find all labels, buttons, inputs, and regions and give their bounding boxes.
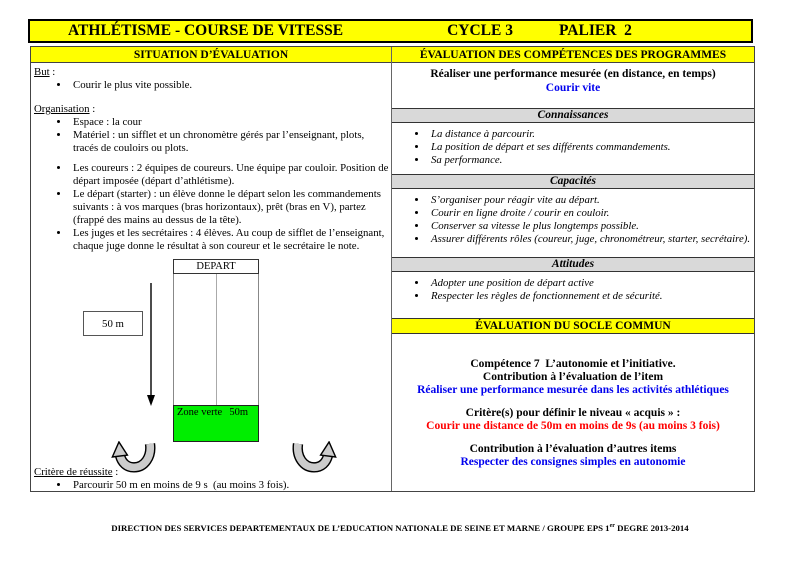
connaissances-list: [392, 128, 754, 167]
footer: [0, 523, 800, 533]
socle-group-competence: [392, 358, 754, 397]
but-label: But: [34, 66, 50, 78]
footer-superscript: er: [609, 523, 615, 530]
main-table: [30, 46, 755, 492]
list-item: • Matériel : un sifflet et un chronomètre gérés par l’enseignant, plots, tracés de couloirs ou plots.: [70, 129, 389, 155]
critere-red-line: Courir une distance de 50m en moins de 9s (au moins 3 fois): [426, 420, 720, 432]
distance-box: 50 m: [83, 311, 143, 336]
title-bar: [28, 19, 753, 43]
footer-text-end: DEGRE 2013-2014: [614, 523, 689, 533]
but-heading: [34, 66, 389, 79]
zone-label: Zone verte: [177, 407, 223, 418]
attitudes-list: [392, 277, 754, 303]
section-header-attitudes: Attitudes: [392, 257, 754, 272]
socle-commun-body: [392, 334, 754, 469]
lane-divider: [216, 274, 217, 405]
track-diagram: [173, 259, 259, 442]
socle-commun-header: ÉVALUATION DU SOCLE COMMUN: [392, 318, 754, 334]
list-item: • Les coureurs : 2 équipes de coureurs. Une équipe par couloir. Position de départ imposée (départ d’athlétisme).: [70, 162, 389, 188]
socle-group-autres: [392, 443, 754, 469]
section-header-capacites: Capacités: [392, 174, 754, 189]
cycle-label: CYCLE 3: [447, 22, 513, 39]
organisation-label: Organisation: [34, 103, 90, 115]
critere-label: Critère de réussite: [34, 466, 113, 478]
page-title: ATHLÉTISME - COURSE DE VITESSE: [68, 22, 344, 39]
down-arrow-icon: [144, 283, 158, 407]
intro-line-blue: Courir vite: [545, 82, 601, 94]
critere-block: [34, 466, 384, 492]
situation-column: [31, 47, 392, 491]
palier-label: PALIER 2: [558, 22, 632, 39]
footer-text: DIRECTION DES SERVICES DEPARTEMENTAUX DE L’EDUCATION NATIONALE DE SEINE ET MARNE / GROUPE EPS 1: [111, 523, 610, 533]
organisation-colon: :: [89, 103, 96, 115]
socle-group-critere: [392, 407, 754, 433]
list-item: • Conserver sa vitesse le plus longtemps possible.: [428, 220, 754, 233]
left-column-header: SITUATION D’ÉVALUATION: [31, 47, 391, 63]
list-item: • La position de départ et ses différents commandements.: [428, 141, 754, 154]
competence-line: Compétence 7 L’autonomie et l’initiative.: [470, 358, 676, 370]
critere-colon: :: [112, 466, 119, 478]
zone-distance: 50m: [229, 407, 248, 418]
critere-niveau-line: Critère(s) pour définir le niveau « acquis » :: [465, 407, 681, 419]
list-item: • Parcourir 50 m en moins de 9 s (au moins 3 fois).: [70, 479, 384, 492]
list-item: • Respecter les règles de fonctionnement et de sécurité.: [428, 290, 754, 303]
organisation-list: [34, 116, 389, 253]
but-list: [34, 79, 389, 92]
list-item: • Adopter une position de départ active: [428, 277, 754, 290]
list-item: • Courir en ligne droite / courir en couloir.: [428, 207, 754, 220]
contribution-other-line: Contribution à l’évaluation d’autres items: [469, 443, 677, 455]
critere-list: [34, 479, 384, 492]
list-item: • Courir le plus vite possible.: [70, 79, 389, 92]
right-column-header: ÉVALUATION DES COMPÉTENCES DES PROGRAMMES: [392, 47, 754, 63]
section-header-connaissances: Connaissances: [392, 108, 754, 123]
list-item: • La distance à parcourir.: [428, 128, 754, 141]
programme-intro: [392, 63, 754, 95]
green-zone: [173, 405, 259, 442]
list-item: • Sa performance.: [428, 154, 754, 167]
list-item: • Le départ (starter) : un élève donne le départ selon les commandements suivants : à vos marques (bras horizontaux), prêt (bras en V), partez (frappé des mains au dessus de la tête).: [70, 188, 389, 227]
list-item: • Les juges et les secrétaires : 4 élèves. Au coup de sifflet de l’enseignant, chaque juge donne le résultat à son coureur et le secrétaire le note.: [70, 227, 389, 253]
capacites-list: [392, 194, 754, 246]
organisation-heading: [34, 103, 389, 116]
track-lanes: [173, 274, 259, 405]
depart-box: DEPART: [173, 259, 259, 274]
intro-line: Réaliser une performance mesurée (en distance, en temps): [430, 68, 716, 80]
list-item: • S’organiser pour réagir vite au départ.: [428, 194, 754, 207]
left-column-body: [31, 63, 391, 253]
evaluation-column: [392, 47, 754, 491]
item-blue-line: Réaliser une performance mesurée dans les activités athlétiques: [417, 384, 729, 396]
contribution-item-line: Contribution à l’évaluation de l’item: [482, 371, 664, 383]
list-item: • Assurer différents rôles (coureur, juge, chronométreur, starter, secrétaire).: [428, 233, 754, 246]
list-item: • Espace : la cour: [70, 116, 389, 129]
critere-heading: [34, 466, 384, 479]
but-colon: :: [49, 66, 56, 78]
other-blue-line: Respecter des consignes simples en autonomie: [460, 456, 686, 468]
